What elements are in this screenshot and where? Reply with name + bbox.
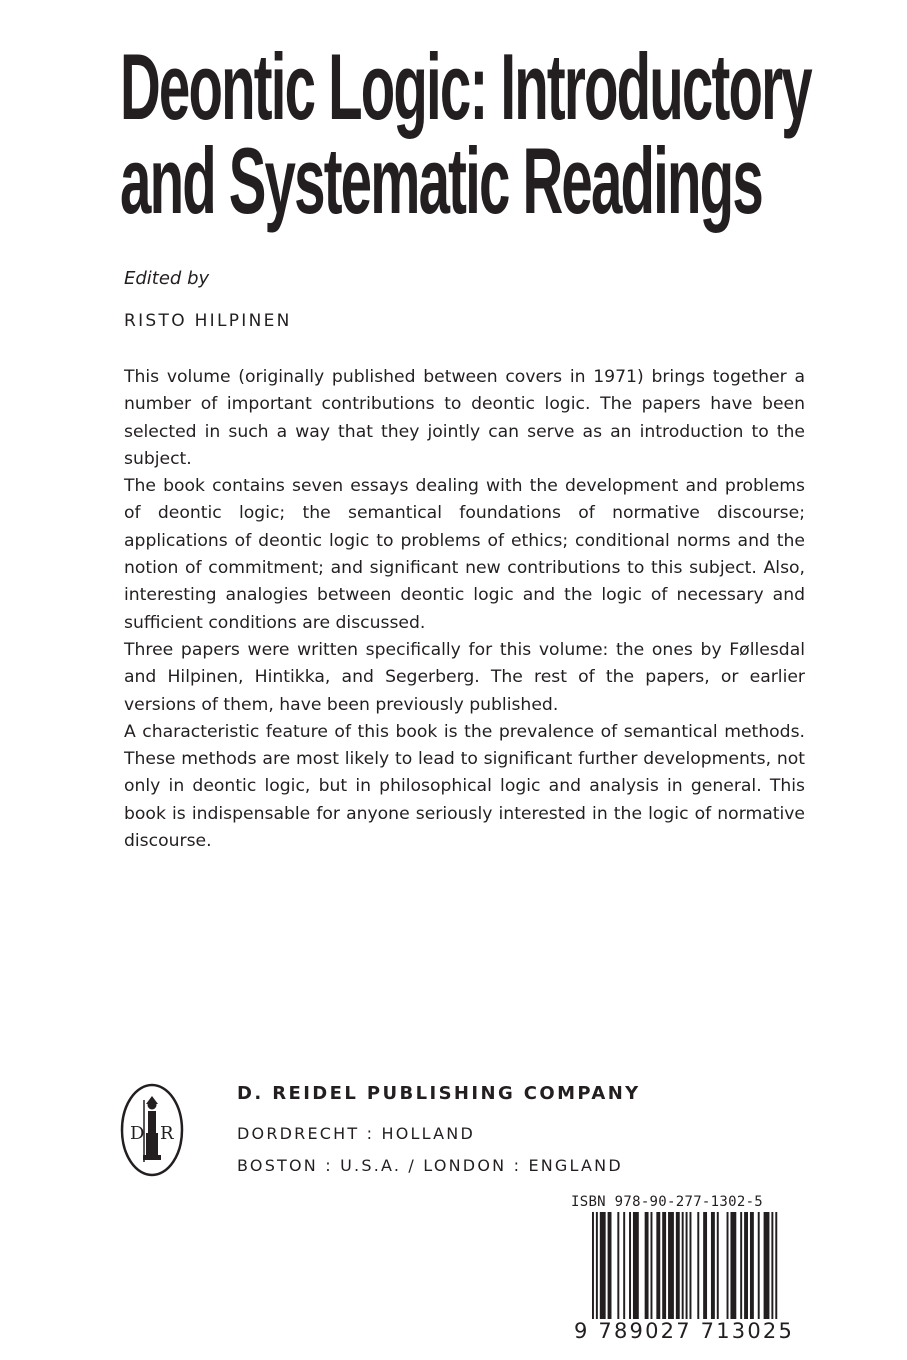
barcode-bar-22 xyxy=(730,1212,736,1320)
barcode-bar-10 xyxy=(656,1212,660,1320)
book-title-line-1: Deontic Logic: Introductory xyxy=(120,34,811,139)
barcode-bar-27 xyxy=(764,1212,770,1320)
barcode-bar-2 xyxy=(600,1212,606,1320)
isbn-label: ISBN 978-90-277-1302-5 xyxy=(571,1194,764,1210)
barcode-bar-25 xyxy=(750,1212,754,1320)
blurb-paragraph-3: Three papers were written specifically for this volume: the ones by Føllesdal and Hilpinen, Hintikka, and Segerberg. The rest of the papers, or earlier versions of them, have been previously published. xyxy=(124,639,805,715)
book-title-line-2: and Systematic Readings xyxy=(120,128,762,233)
barcode-bar-8 xyxy=(645,1212,649,1320)
ean-digits: 9 789027 713025 xyxy=(574,1319,795,1343)
blurb-paragraph-2: The book contains seven essays dealing with the development and problems of deontic logic; the semantical foundations of normative discourse; applications of deontic logic to problems of ethics; conditional norms and the notion of commitment; and significant new contributions to this subject. Also, interesting analogies between deontic logic and the logic of necessary and sufficient conditions are discussed. xyxy=(124,476,805,633)
barcode-bar-13 xyxy=(676,1212,680,1320)
logo-letter-r: R xyxy=(160,1123,174,1144)
logo-letter-d: D xyxy=(130,1123,145,1144)
barcode-bar-9 xyxy=(651,1212,653,1320)
publisher-location-1: DORDRECHT : HOLLAND xyxy=(237,1124,475,1143)
barcode-bar-16 xyxy=(690,1212,692,1320)
publisher-location-2: BOSTON : U.S.A. / LONDON : ENGLAND xyxy=(237,1156,623,1175)
barcode-bar-3 xyxy=(608,1212,612,1320)
book-title xyxy=(120,34,811,233)
barcode-bar-21 xyxy=(727,1212,729,1320)
edited-by-label: Edited by xyxy=(124,268,210,289)
blurb-paragraph-4: A characteristic feature of this book is the prevalence of semantical methods. These methods are most likely to lead to significant further developments, not only in deontic logic, but in philosophical logic and analysis in general. This book is indispensable for anyone seriously interested in the logic of normative discourse. xyxy=(124,721,805,852)
barcode-bar-12 xyxy=(668,1212,674,1320)
barcode-bar-24 xyxy=(744,1212,748,1320)
barcode-bar-23 xyxy=(740,1212,742,1320)
barcode-bar-19 xyxy=(711,1212,715,1320)
publisher-name: D. REIDEL PUBLISHING COMPANY xyxy=(237,1083,641,1104)
barcode-bar-4 xyxy=(617,1212,619,1320)
barcode-bar-26 xyxy=(758,1212,760,1320)
barcode-bar-20 xyxy=(717,1212,719,1320)
barcode-bar-5 xyxy=(623,1212,625,1320)
barcode-bar-7 xyxy=(633,1212,639,1320)
editor-name: RISTO HILPINEN xyxy=(124,311,292,331)
blurb-text xyxy=(124,364,805,855)
barcode-bar-6 xyxy=(629,1212,631,1320)
barcode-bar-18 xyxy=(703,1212,707,1320)
publisher-logo-icon xyxy=(119,1082,185,1178)
barcode-bar-11 xyxy=(662,1212,666,1320)
barcode-bar-17 xyxy=(697,1212,699,1320)
blurb-paragraph-1: This volume (originally published between covers in 1971) brings together a number of important contributions to deontic logic. The papers have been selected in such a way that they jointly can serve as an introduction to the subject. xyxy=(124,367,805,469)
